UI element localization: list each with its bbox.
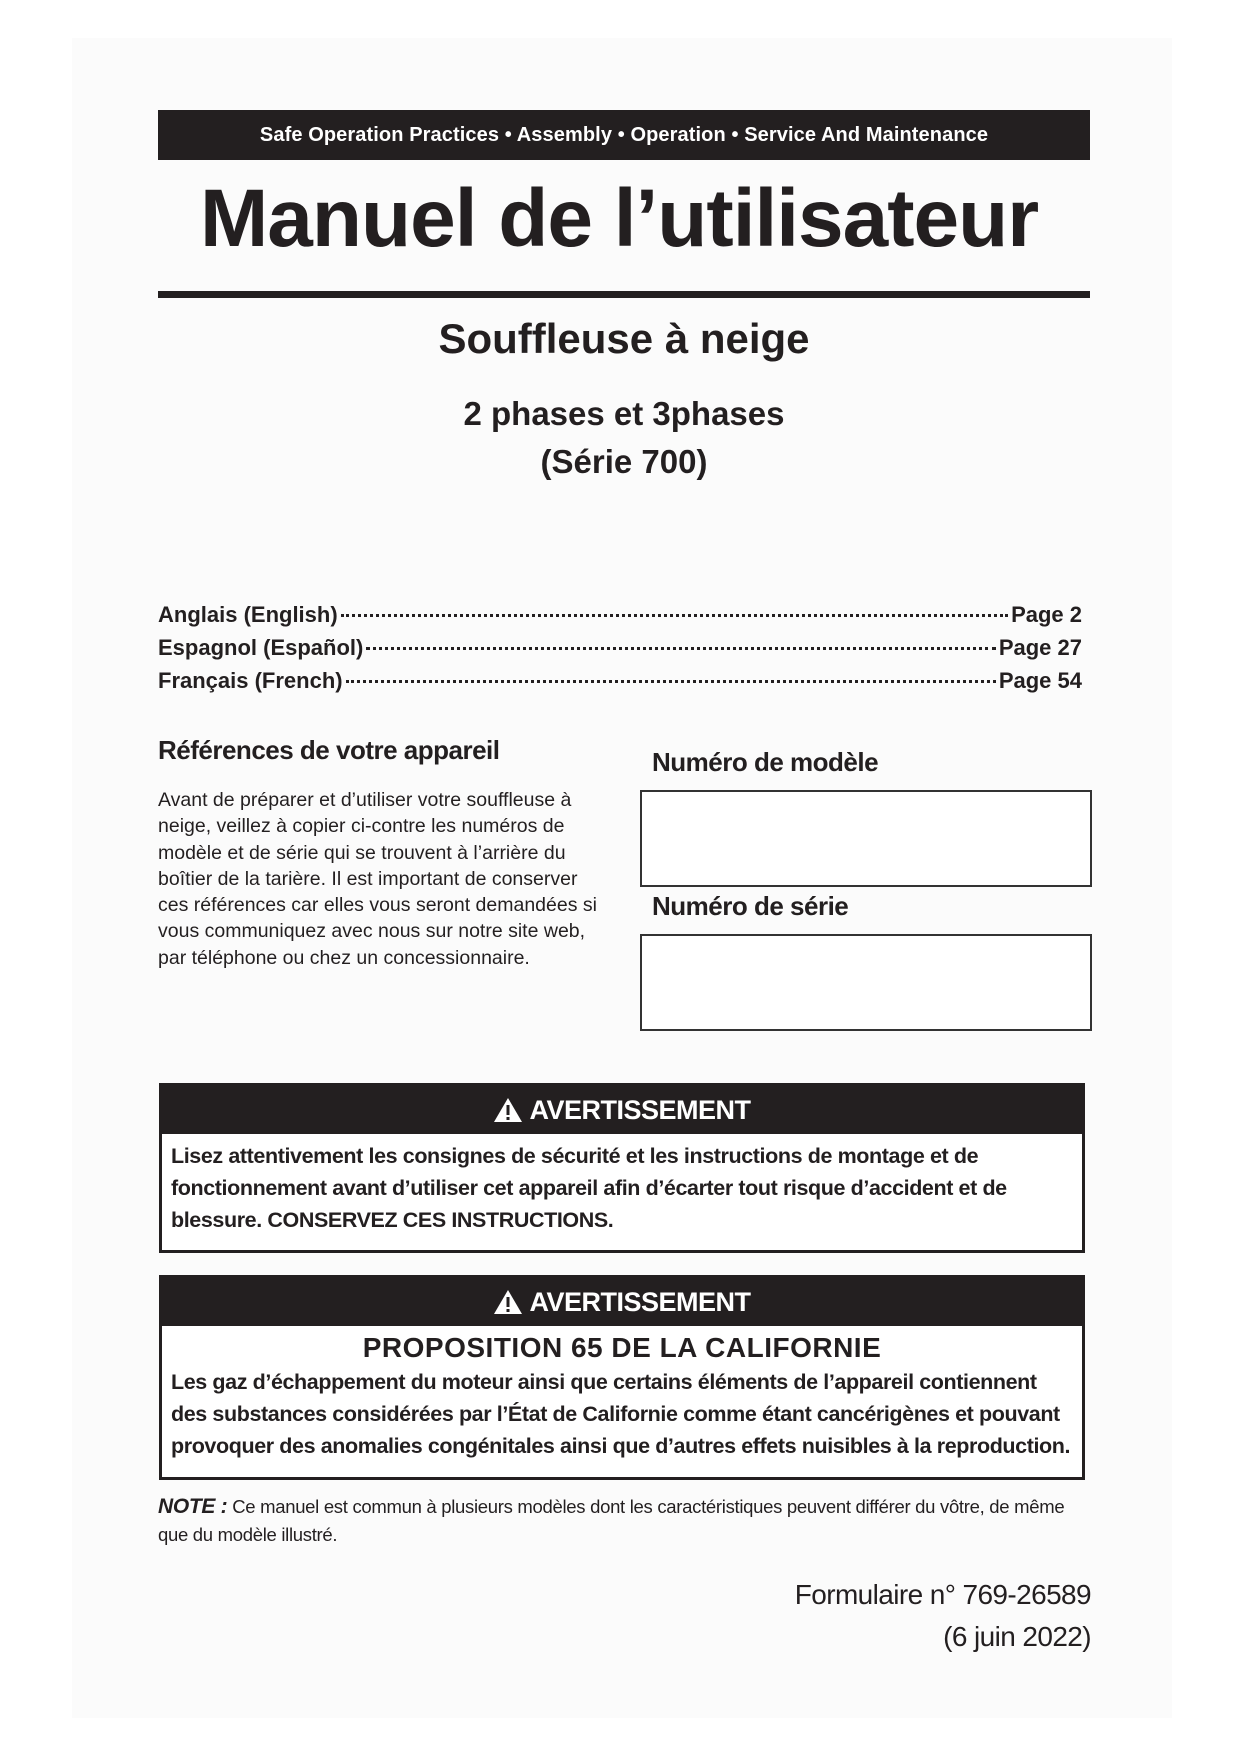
header-banner (158, 110, 1090, 160)
title-rule (158, 291, 1090, 298)
model-number-field[interactable] (640, 790, 1092, 887)
toc-page: Page 54 (998, 668, 1082, 693)
toc-label: Français (French) (158, 668, 343, 693)
warning-header (162, 1278, 1082, 1326)
toc-leader (346, 680, 996, 683)
language-index (158, 602, 1082, 701)
banner-text: Safe Operation Practices • Assembly • Operation • Service And Maintenance (259, 123, 989, 146)
warning-triangle-icon (493, 1097, 523, 1123)
warning-box-safety (159, 1083, 1085, 1253)
product-name: Souffleuse à neige (438, 315, 810, 362)
references-text: Avant de préparer et d’utiliser votre souffleuse à neige, veillez à copier ci-contre les numéros de modèle et de série qui se trouvent à l’arrière du boîtier de la tarière. Il est important de conserver ces références car elles vous seront demandées si vous communiquez avec nous sur notre site web, par téléphone ou chez un concessionnaire. (158, 789, 597, 969)
page-title: Manuel de l’utilisateur (200, 173, 1039, 264)
toc-row-spanish[interactable] (158, 635, 1082, 668)
form-reference (795, 1574, 1091, 1658)
warning-body: Les gaz d’échappement du moteur ainsi que certains éléments de l’appareil contiennent des substances considérées par l’État de Californie comme étant cancérigènes et pouvant provoquer des anomalies congénitales ainsi que d’autres effets nuisibles à la reproduction. (171, 1370, 1071, 1458)
warning-triangle-icon (493, 1289, 523, 1315)
toc-page: Page 27 (998, 635, 1082, 660)
warning-title: AVERTISSEMENT (529, 1286, 751, 1317)
note-text: Ce manuel est commun à plusieurs modèles dont les caractéristiques peuvent différer du vôtre, de même que du modèle illustré. (158, 1496, 1065, 1545)
toc-label: Espagnol (Español) (158, 635, 364, 660)
references-heading: Références de votre appareil (158, 735, 500, 765)
note-label: NOTE : (158, 1495, 228, 1518)
toc-leader (341, 614, 1008, 617)
prop65-title: PROPOSITION 65 DE LA CALIFORNIE (362, 1332, 882, 1363)
product-phases: 2 phases et 3phases (463, 395, 785, 432)
warning-title: AVERTISSEMENT (529, 1094, 751, 1125)
warning-header (162, 1086, 1082, 1134)
note-paragraph (158, 1493, 1090, 1549)
toc-leader (366, 647, 995, 650)
warning-body: Lisez attentivement les consignes de sécurité et les instructions de montage et de fonctionnement avant d’utiliser cet appareil afin d’écarter tout risque d’accident et de blessure. CONSERVEZ CES INSTRUCTIONS. (171, 1144, 1007, 1232)
product-series: (Série 700) (540, 443, 708, 480)
form-number: Formulaire n° 769-26589 (794, 1579, 1091, 1610)
warning-box-prop65 (159, 1275, 1085, 1480)
toc-page: Page 2 (1011, 602, 1082, 627)
serial-number-field[interactable] (640, 934, 1092, 1031)
model-number-label: Numéro de modèle (652, 747, 879, 777)
form-date: (6 juin 2022) (943, 1621, 1091, 1652)
toc-row-english[interactable] (158, 602, 1082, 635)
toc-row-french[interactable] (158, 668, 1082, 701)
serial-number-label: Numéro de série (652, 891, 849, 921)
toc-label: Anglais (English) (158, 602, 338, 627)
